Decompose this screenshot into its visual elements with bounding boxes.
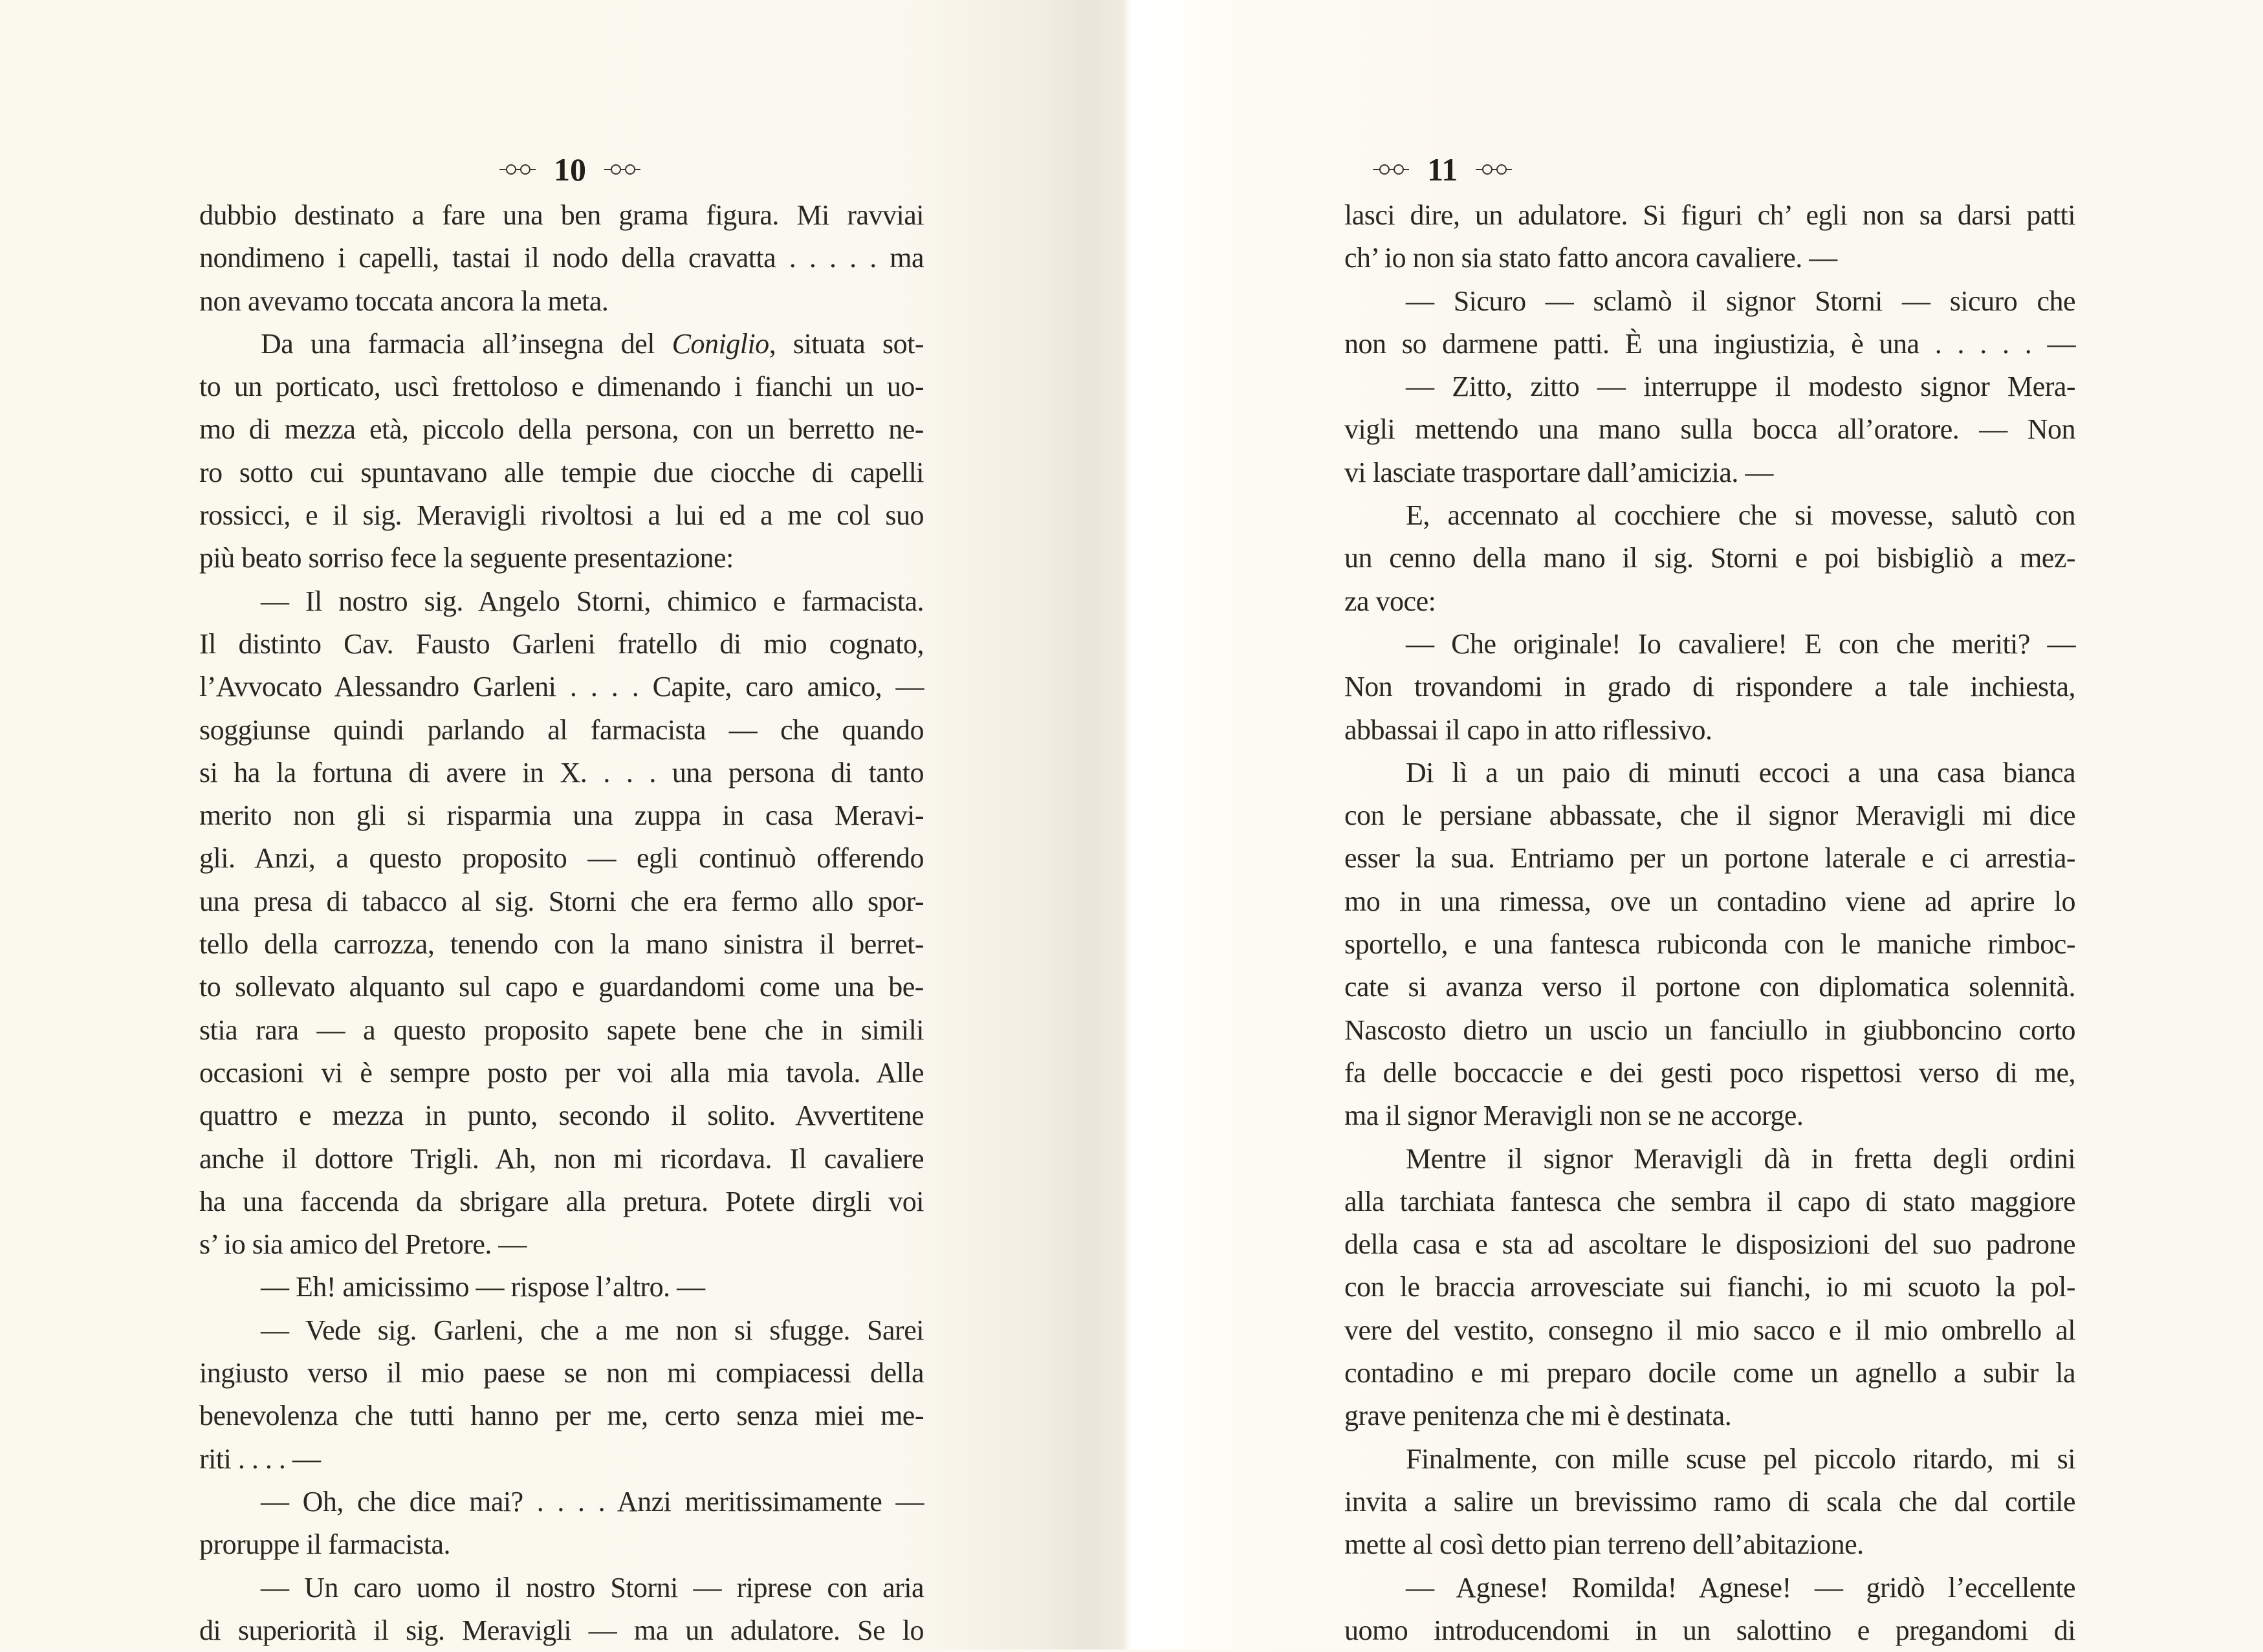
- text-line: con le braccia arrovesciate sui fianchi, io mi scuoto la pol-: [1344, 1271, 2075, 1303]
- text-line: Nascosto dietro un uscio un fanciullo in giubboncino corto: [1344, 1014, 2076, 1046]
- text-line: za voce:: [1344, 585, 1436, 617]
- text-line: nondimeno i capelli, tastai il nodo della cravatta . . . . . ma: [199, 242, 924, 274]
- text-line: Di lì a un paio di minuti eccoci a una casa bianca: [1406, 756, 2076, 788]
- text-line: vi lasciate trasportare dall’amicizia. —: [1344, 456, 1773, 488]
- italic-text: Coniglio: [672, 327, 769, 360]
- text-line: ma il signor Meravigli non se ne accorge.: [1344, 1100, 1804, 1132]
- text-segment: , situata sot-: [769, 327, 924, 360]
- text-line: invita a salire un brevissimo ramo di scala che dal cortile: [1344, 1485, 2075, 1517]
- text-line: merito non gli si risparmia una zuppa in casa Meravi-: [199, 799, 924, 832]
- text-line: [199, 323, 924, 365]
- text-line: to un porticato, uscì frettoloso e dimenando i fianchi un uo-: [199, 371, 924, 403]
- text-line: una presa di tabacco al sig. Storni che era fermo allo spor-: [199, 885, 924, 917]
- page-number: 11: [1427, 151, 1458, 188]
- text-line: si ha la fortuna di avere in X. . . . una persona di tanto: [199, 756, 924, 788]
- text-line: lasci dire, un adulatore. Si figuri ch’ egli non sa darsi patti: [1344, 199, 2075, 231]
- page-number-header-left: [498, 150, 642, 189]
- text-line: Finalmente, con mille scuse pel piccolo ritardo, mi si: [1406, 1442, 2075, 1475]
- text-line: mo in una rimessa, ove un contadino viene ad aprire lo: [1344, 885, 2076, 917]
- text-line: Il distinto Cav. Fausto Garleni fratello di mio cognato,: [199, 627, 924, 660]
- text-line: ingiusto verso il mio paese se non mi compiacessi della: [199, 1357, 924, 1389]
- text-line: con le persiane abbassate, che il signor Meravigli mi dice: [1344, 799, 2075, 832]
- left-page-text: [199, 194, 924, 1652]
- text-line: dubbio destinato a fare una ben grama figura. Mi ravviai: [199, 199, 924, 231]
- text-line: — Agnese! Romilda! Agnese! — gridò l’eccellente: [1406, 1571, 2075, 1603]
- text-line: rossicci, e il sig. Meravigli rivoltosi a lui ed a me col suo: [199, 499, 924, 532]
- text-line: alla tarchiata fantesca che sembra il capo di stato maggiore: [1344, 1185, 2076, 1217]
- text-line: — Zitto, zitto — interruppe il modesto signor Mera-: [1406, 371, 2076, 403]
- text-line: — Oh, che dice mai? . . . . Anzi meritissimamente —: [261, 1485, 924, 1517]
- text-line: — Sicuro — sclamò il signor Storni — sicuro che: [1406, 285, 2076, 317]
- text-line: soggiunse quindi parlando al farmacista — che quando: [199, 713, 924, 746]
- text-line: — Il nostro sig. Angelo Storni, chimico e farmacista.: [261, 585, 924, 617]
- text-line: — Che originale! Io cavaliere! E con che meriti? —: [1406, 627, 2076, 660]
- text-line: di superiorità il sig. Meravigli — ma un adulatore. Se lo: [199, 1614, 924, 1646]
- text-line: benevolenza che tutti hanno per me, certo senza miei me-: [199, 1400, 924, 1432]
- page-number-header-right: [1372, 150, 1513, 189]
- text-line: E, accennato al cocchiere che si movesse, salutò con: [1406, 499, 2076, 532]
- text-line: ha una faccenda da sbrigare alla pretura. Potete dirgli voi: [199, 1185, 924, 1217]
- page-number: 10: [554, 151, 586, 188]
- text-line: anche il dottore Trigli. Ah, non mi ricordava. Il cavaliere: [199, 1142, 924, 1175]
- text-line: vere del vestito, consegno il mio sacco e il mio ombrello al: [1344, 1314, 2075, 1346]
- text-line: abbassai il capo in atto riflessivo.: [1344, 713, 1712, 746]
- text-line: gli. Anzi, a questo proposito — egli continuò offerendo: [199, 842, 924, 875]
- text-line: un cenno della mano il sig. Storni e poi bisbigliò a mez-: [1344, 542, 2076, 574]
- text-line: grave penitenza che mi è destinata.: [1344, 1400, 1732, 1432]
- text-line: — Eh! amicissimo — rispose l’altro. —: [261, 1271, 705, 1303]
- text-line: uomo introducendomi in un salottino e pregandomi di: [1344, 1614, 2075, 1646]
- text-segment: Da una farmacia all’insegna del: [261, 327, 672, 360]
- text-line: ro sotto cui spuntavano alle tempie due ciocche di capelli: [199, 456, 924, 488]
- text-line: mette al così detto pian terreno dell’abitazione.: [1344, 1528, 1864, 1561]
- text-line: della casa e sta ad ascoltare le disposizioni del suo padrone: [1344, 1228, 2076, 1261]
- text-line: ch’ io non sia stato fatto ancora cavaliere. —: [1344, 242, 1837, 274]
- text-line: stia rara — a questo proposito sapete bene che in simili: [199, 1014, 924, 1046]
- text-line: s’ io sia amico del Pretore. —: [199, 1228, 527, 1261]
- book-gutter: [1122, 0, 1148, 1649]
- text-line: quattro e mezza in punto, secondo il solito. Avvertitene: [199, 1100, 924, 1132]
- text-line: sportello, e una fantesca rubiconda con le maniche rimboc-: [1344, 928, 2075, 961]
- ornament-icon: [603, 163, 642, 176]
- ornament-icon: [498, 163, 537, 176]
- text-line: cate si avanza verso il portone con diplomatica solennità.: [1344, 971, 2075, 1003]
- text-line: non so darmene patti. È una ingiustizia, è una . . . . . —: [1344, 327, 2076, 360]
- text-line: fa delle boccaccie e dei gesti poco rispettosi verso di me,: [1344, 1056, 2076, 1089]
- text-line: esser la sua. Entriamo per un portone laterale e ci arrestia-: [1344, 842, 2076, 875]
- text-line: — Un caro uomo il nostro Storni — riprese con aria: [261, 1571, 924, 1603]
- text-line: to sollevato alquanto sul capo e guardandomi come una be-: [199, 971, 924, 1003]
- text-line: mo di mezza età, piccolo della persona, con un berretto ne-: [199, 413, 924, 446]
- text-line: più beato sorriso fece la seguente presentazione:: [199, 542, 734, 574]
- text-line: occasioni vi è sempre posto per voi alla mia tavola. Alle: [199, 1056, 924, 1089]
- text-line: Mentre il signor Meravigli dà in fretta degli ordini: [1406, 1142, 2075, 1175]
- text-line: — Vede sig. Garleni, che a me non si sfugge. Sarei: [261, 1314, 924, 1346]
- ornament-icon: [1372, 163, 1410, 176]
- text-line: vigli mettendo una mano sulla bocca all’oratore. — Non: [1344, 413, 2075, 446]
- text-line: riti . . . . —: [199, 1442, 321, 1475]
- right-page-text: [1344, 194, 2075, 1652]
- text-line: Non trovandomi in grado di rispondere a tale inchiesta,: [1344, 671, 2075, 703]
- text-line: l’Avvocato Alessandro Garleni . . . . Capite, caro amico, —: [199, 671, 924, 703]
- text-line: tello della carrozza, tenendo con la mano sinistra il berret-: [199, 928, 924, 961]
- ornament-icon: [1474, 163, 1513, 176]
- text-line: non avevamo toccata ancora la meta.: [199, 285, 609, 317]
- text-line: contadino e mi preparo docile come un agnello a subir la: [1344, 1357, 2076, 1389]
- text-line: proruppe il farmacista.: [199, 1528, 451, 1561]
